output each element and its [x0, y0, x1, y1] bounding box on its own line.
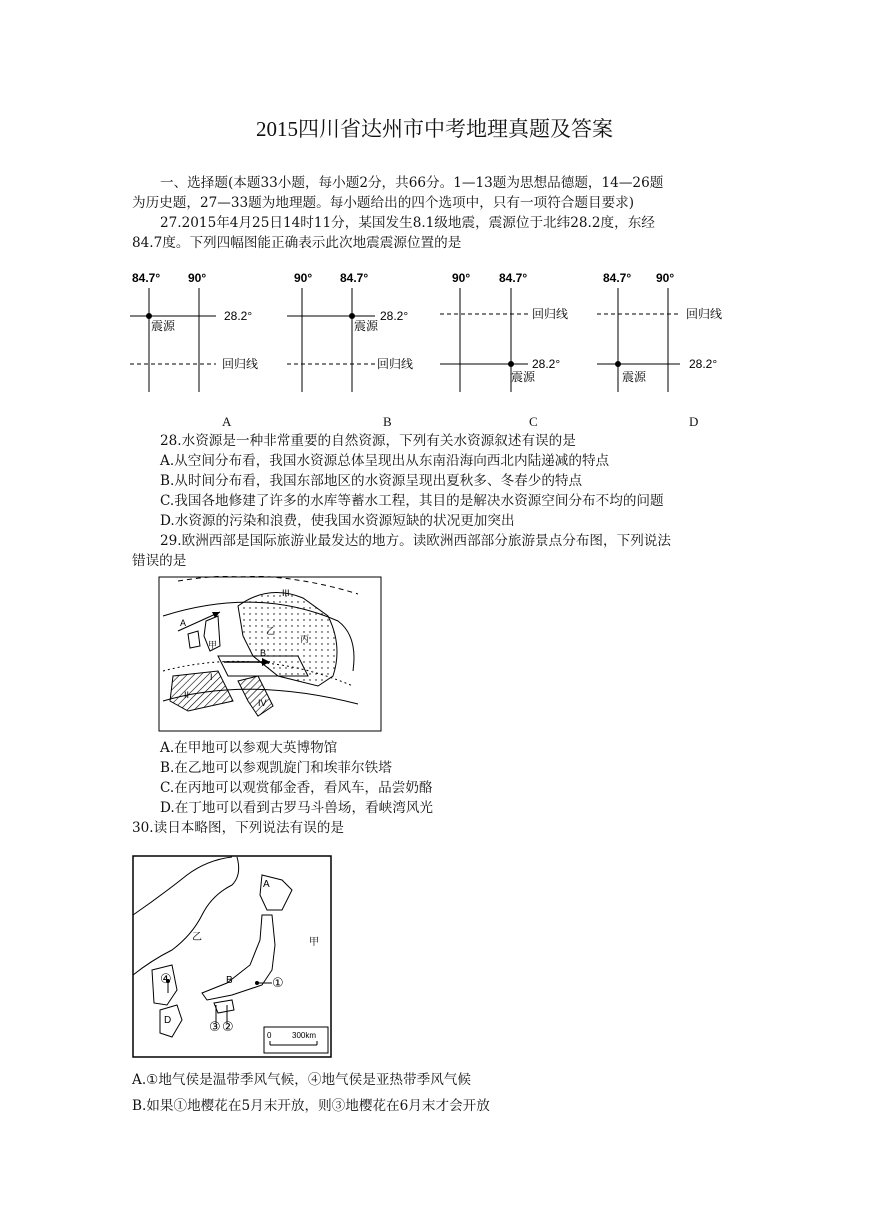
svg-text:①: ① [272, 975, 284, 990]
svg-text:0: 0 [267, 1031, 272, 1040]
svg-text:90°: 90° [188, 271, 207, 285]
intro-line-2: 为历史题，27—33题为地理题。每小题给出的四个选项中，只有一项符合题目要求) [132, 195, 635, 211]
q27-diagram-d [597, 271, 722, 392]
svg-text:28.2°: 28.2° [532, 357, 561, 371]
svg-text:④: ④ [160, 971, 172, 986]
svg-text:震源: 震源 [622, 370, 647, 384]
q27-diagram-c [440, 271, 568, 392]
svg-text:IV: IV [258, 698, 267, 708]
q27-option-a: A [222, 414, 232, 429]
q27-option-b: B [383, 414, 392, 429]
svg-text:②: ② [222, 1019, 234, 1034]
svg-text:丙: 丙 [300, 634, 310, 644]
svg-text:B: B [260, 648, 267, 658]
svg-text:III: III [282, 588, 290, 598]
q27-diagram-a [130, 271, 258, 392]
svg-text:震源: 震源 [151, 319, 176, 333]
q29-stem-1: 29.欧洲西部是国际旅游业最发达的地方。读欧洲西部部分旅游景点分布图，下列说法 [160, 533, 671, 549]
svg-text:90°: 90° [452, 271, 471, 285]
q28-option-b: B.从时间分布看，我国东部地区的水资源呈现出夏秋多、冬春少的特点 [160, 473, 583, 489]
svg-text:84.7°: 84.7° [603, 271, 632, 285]
svg-text:震源: 震源 [511, 370, 536, 384]
q27-option-d: D [689, 414, 699, 429]
svg-text:B: B [226, 975, 233, 986]
svg-text:90°: 90° [294, 271, 313, 285]
q29-stem-2: 错误的是 [132, 553, 187, 569]
svg-text:A: A [263, 879, 270, 890]
svg-text:回归线: 回归线 [377, 357, 414, 371]
q30-option-a: A.①地气侯是温带季风气候，④地气侯是亚热带季风气候 [132, 1072, 471, 1088]
svg-text:乙: 乙 [266, 626, 276, 636]
svg-text:84.7°: 84.7° [340, 271, 369, 285]
svg-text:90°: 90° [656, 271, 675, 285]
q28-option-c: C.我国各地修建了许多的水库等蓄水工程，其目的是解决水资源空间分布不均的问题 [160, 493, 664, 509]
q28-option-d: D.水资源的污染和浪费，使我国水资源短缺的状况更加突出 [160, 513, 515, 529]
svg-text:28.2°: 28.2° [689, 357, 718, 371]
japan-map [132, 855, 332, 1058]
svg-text:28.2°: 28.2° [380, 309, 409, 323]
svg-text:③: ③ [209, 1019, 221, 1034]
svg-text:甲: 甲 [309, 937, 319, 948]
q30-stem: 30.读日本略图，下列说法有误的是 [132, 820, 344, 836]
svg-text:A: A [180, 618, 187, 628]
q28-stem: 28.水资源是一种非常重要的自然资源，下列有关水资源叙述有误的是 [160, 433, 576, 449]
q27-stem-1: 27.2015年4月25日14时11分，某国发生8.1级地震，震源位于北纬28.2度，东经 [160, 215, 655, 231]
intro-line-1: 一、选择题(本题33小题，每小题2分，共66分。1—13题为思想品德题，14—26题 [160, 175, 664, 191]
q29-option-d: D.在丁地可以看到古罗马斗兽场，看峡湾风光 [160, 800, 434, 816]
q27-diagram-b [287, 271, 413, 392]
svg-text:甲: 甲 [208, 640, 218, 650]
q27-option-c: C [529, 414, 538, 429]
svg-text:D: D [164, 1015, 172, 1026]
svg-text:28.2°: 28.2° [224, 309, 253, 323]
svg-text:震源: 震源 [354, 319, 379, 333]
svg-text:回归线: 回归线 [532, 307, 569, 321]
svg-text:I: I [210, 672, 213, 682]
svg-text:84.7°: 84.7° [132, 271, 161, 285]
svg-text:II: II [184, 690, 190, 700]
q27-diagrams [0, 262, 869, 402]
q29-option-c: C.在丙地可以观赏郁金香，看风车，品尝奶酪 [160, 780, 433, 796]
q30-option-b: B.如果①地樱花在5月末开放，则③地樱花在6月末才会开放 [132, 1098, 490, 1114]
svg-text:回归线: 回归线 [686, 307, 723, 321]
page-title: 2015四川省达州市中考地理真题及答案 [256, 117, 613, 141]
svg-text:回归线: 回归线 [222, 357, 259, 371]
europe-map [158, 576, 382, 732]
q28-option-a: A.从空间分布看，我国水资源总体呈现出从东南沿海向西北内陆递减的特点 [160, 453, 610, 469]
svg-text:300km: 300km [292, 1031, 317, 1040]
svg-text:乙: 乙 [192, 932, 202, 943]
q29-option-a: A.在甲地可以参观大英博物馆 [160, 740, 338, 756]
q29-option-b: B.在乙地可以参观凯旋门和埃菲尔铁塔 [160, 760, 392, 776]
q27-stem-2: 84.7度。下列四幅图能正确表示此次地震震源位置的是 [132, 235, 462, 251]
svg-text:84.7°: 84.7° [499, 271, 528, 285]
